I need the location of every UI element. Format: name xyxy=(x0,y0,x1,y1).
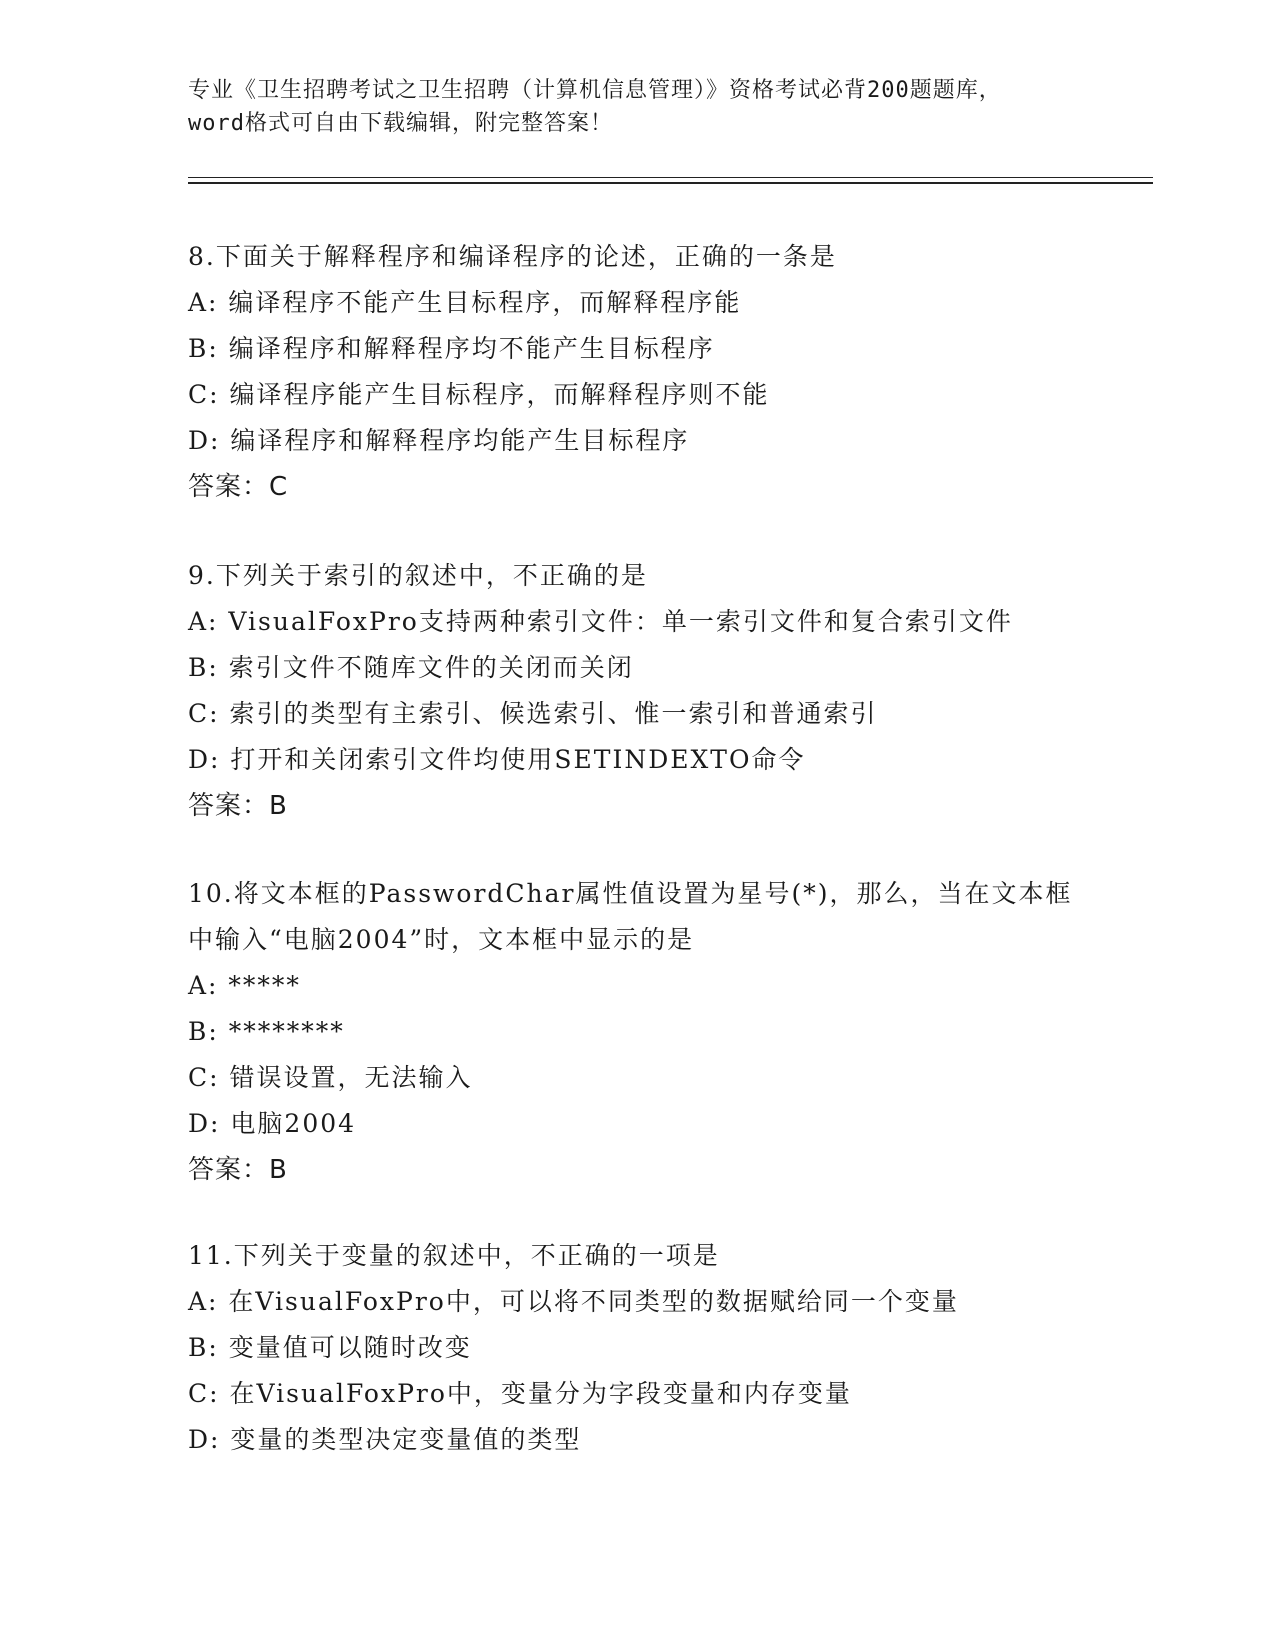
option-c: C: 错误设置，无法输入 xyxy=(188,1063,473,1092)
option-b: B: 变量值可以随时改变 xyxy=(188,1333,472,1362)
option-b: B: 索引文件不随库文件的关闭而关闭 xyxy=(188,653,634,682)
option-b: B: ******** xyxy=(188,1017,345,1046)
header-divider-top xyxy=(188,177,1153,178)
question-stem: 11.下列关于变量的叙述中，不正确的一项是 xyxy=(188,1241,720,1270)
question-10 xyxy=(188,871,1088,1193)
question-8 xyxy=(188,234,1088,510)
option-b: B: 编译程序和解释程序均不能产生目标程序 xyxy=(188,334,715,363)
option-d: D: 电脑2004 xyxy=(188,1109,357,1138)
question-11 xyxy=(188,1233,1088,1463)
question-stem: 10.将文本框的PasswordChar属性值设置为星号(*)，那么，当在文本框中输入“电脑2004”时，文本框中显示的是 xyxy=(188,879,1073,954)
question-9 xyxy=(188,553,1088,829)
header-divider-bottom xyxy=(188,182,1153,184)
option-a: A: VisualFoxPro支持两种索引文件：单一索引文件和复合索引文件 xyxy=(188,607,1013,636)
option-d: D: 变量的类型决定变量值的类型 xyxy=(188,1425,582,1454)
answer: 答案：B xyxy=(188,791,288,821)
answer: 答案：C xyxy=(188,472,289,502)
option-c: C: 索引的类型有主索引、候选索引、惟一索引和普通索引 xyxy=(188,699,878,728)
answer: 答案：B xyxy=(188,1155,288,1185)
header-line-1: 专业《卫生招聘考试之卫生招聘（计算机信息管理）》资格考试必背200题题库， xyxy=(188,78,1002,103)
question-stem: 9.下列关于索引的叙述中，不正确的是 xyxy=(188,561,648,590)
option-a: A: ***** xyxy=(188,971,301,1000)
option-d: D: 编译程序和解释程序均能产生目标程序 xyxy=(188,426,690,455)
document-header xyxy=(188,74,1088,140)
option-d: D: 打开和关闭索引文件均使用SETINDEXTO命令 xyxy=(188,745,806,774)
question-stem: 8.下面关于解释程序和编译程序的论述，正确的一条是 xyxy=(188,242,837,271)
option-a: A: 在VisualFoxPro中，可以将不同类型的数据赋给同一个变量 xyxy=(188,1287,959,1316)
option-c: C: 在VisualFoxPro中，变量分为字段变量和内存变量 xyxy=(188,1379,852,1408)
header-line-2: word格式可自由下载编辑，附完整答案！ xyxy=(188,111,613,136)
option-a: A: 编译程序不能产生目标程序，而解释程序能 xyxy=(188,288,742,317)
option-c: C: 编译程序能产生目标程序，而解释程序则不能 xyxy=(188,380,770,409)
